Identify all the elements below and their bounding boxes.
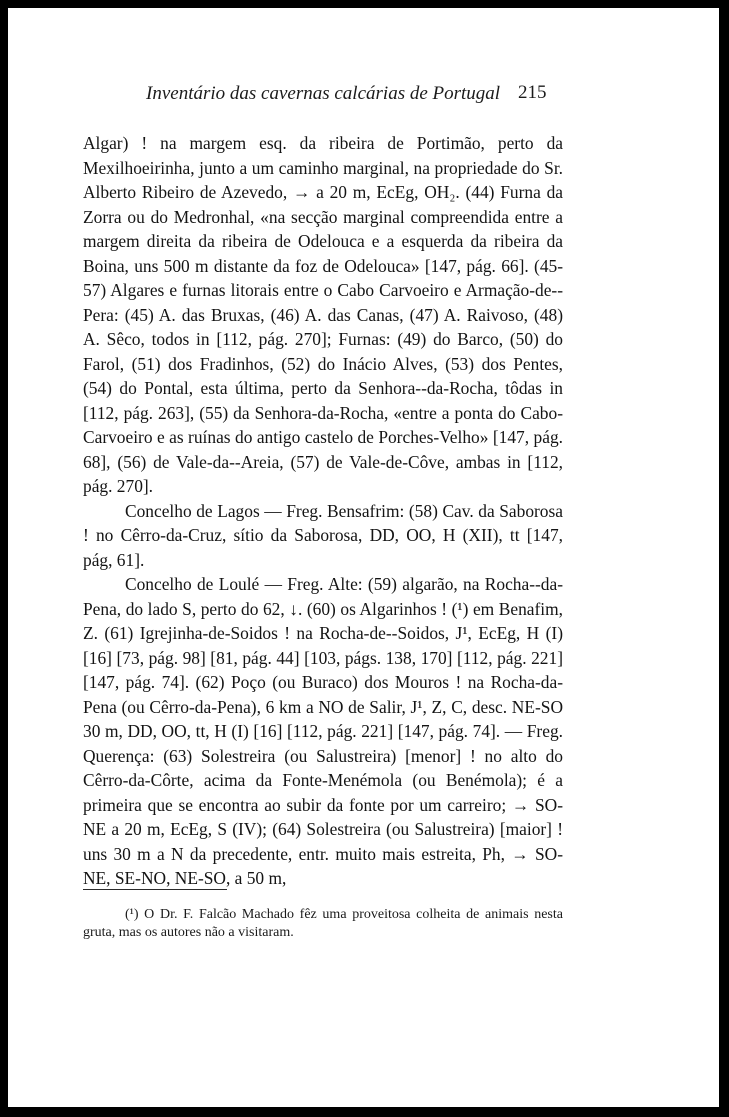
footnote-text: (¹) O Dr. F. Falcão Machado fêz uma proveitosa colheita de animais nesta gruta, mas os autores não a visitaram.	[83, 907, 563, 940]
paragraph-concelho-loule: Concelho de Loulé — Freg. Alte: (59) algarão, na Rocha--da-Pena, do lado S, perto do 62, ↓. (60) os Algarinhos ! (¹) em Benafim, Z. (61) Igrejinha-de-Soidos ! na Rocha-de--Soidos, J¹, EcEg, H (I) [16] [73, pág. 98] [81, pág. 44] [103, págs. 138, 170] [112, pág. 221] [147, pág. 74]. (62) Poço (ou Buraco) dos Mouros ! na Rocha-da-Pena (ou Cêrro-da-Pena), 6 km a NO de Salir, J¹, Z, C, desc. NE-SO 30 m, DD, OO, tt, H (I) [16] [112, pág. 221] [147, pág. 74]. — Freg. Querença: (63) Solestreira (ou Salustreira) [menor] ! no alto do Cêrro-da-Côrte, acima da Fonte-Menémola (ou Benémola); é a primeira que se encontra ao subir da fonte por um carreiro; → SO-NE a 20 m, EcEg, S (IV); (64) Solestreira (ou Salustreira) [maior] ! uns 30 m a N da precedente, entr. muito mais estreita, Ph, → SO-NE, SE-NO, NE-SO, a 50 m,	[83, 574, 563, 888]
paragraph-concelho-lagos: Concelho de Lagos — Freg. Bensafrim: (58) Cav. da Saborosa ! no Cêrro-da-Cruz, sítio da Saborosa, DD, OO, H (XII), tt [147, pág, 61].	[83, 500, 563, 570]
page-header	[8, 80, 719, 110]
paragraph-saborosa-continuation: Algar) ! na margem esq. da ribeira de Portimão, perto da Mexilhoeirinha, junto a um caminho marginal, na propriedade do Sr. Alberto Ribeiro de Azevedo, → a 20 m, EcEg, OH₂. (44) Furna da Zorra ou do Medronhal, «na secção marginal compreendida entre a margem direita da ribeira de Odelouca e a esquerda da ribeira da Boina, uns 500 m distante da foz de Odelouca» [147, pág. 66]. (45-57) Algares e furnas litorais entre o Cabo Carvoeiro e Armação-de--Pera: (45) A. das Bruxas, (46) A. das Canas, (47) A. Raivoso, (48) A. Sêco, todos in [112, pág. 270]; Furnas: (49) do Barco, (50) do Farol, (51) dos Fradinhos, (52) do Inácio Alves, (53) dos Pentes, (54) do Pontal, esta última, perto da Senhora--da-Rocha, tôdas in [112, pág. 263], (55) da Senhora-da-Rocha, «entre a ponta do Cabo-Carvoeiro e as ruínas do antigo castelo de Porches-Velho» [147, pág. 68], (56) de Vale-da--Areia, (57) de Vale-de-Côve, ambas in [112, pág. 270].	[83, 133, 563, 496]
book-page	[8, 8, 719, 1107]
page-number: 215	[518, 82, 547, 103]
footnote-divider	[83, 889, 227, 890]
running-title: Inventário das cavernas calcárias de Portugal	[146, 83, 501, 104]
footnote	[83, 906, 563, 942]
body-text	[83, 131, 563, 891]
